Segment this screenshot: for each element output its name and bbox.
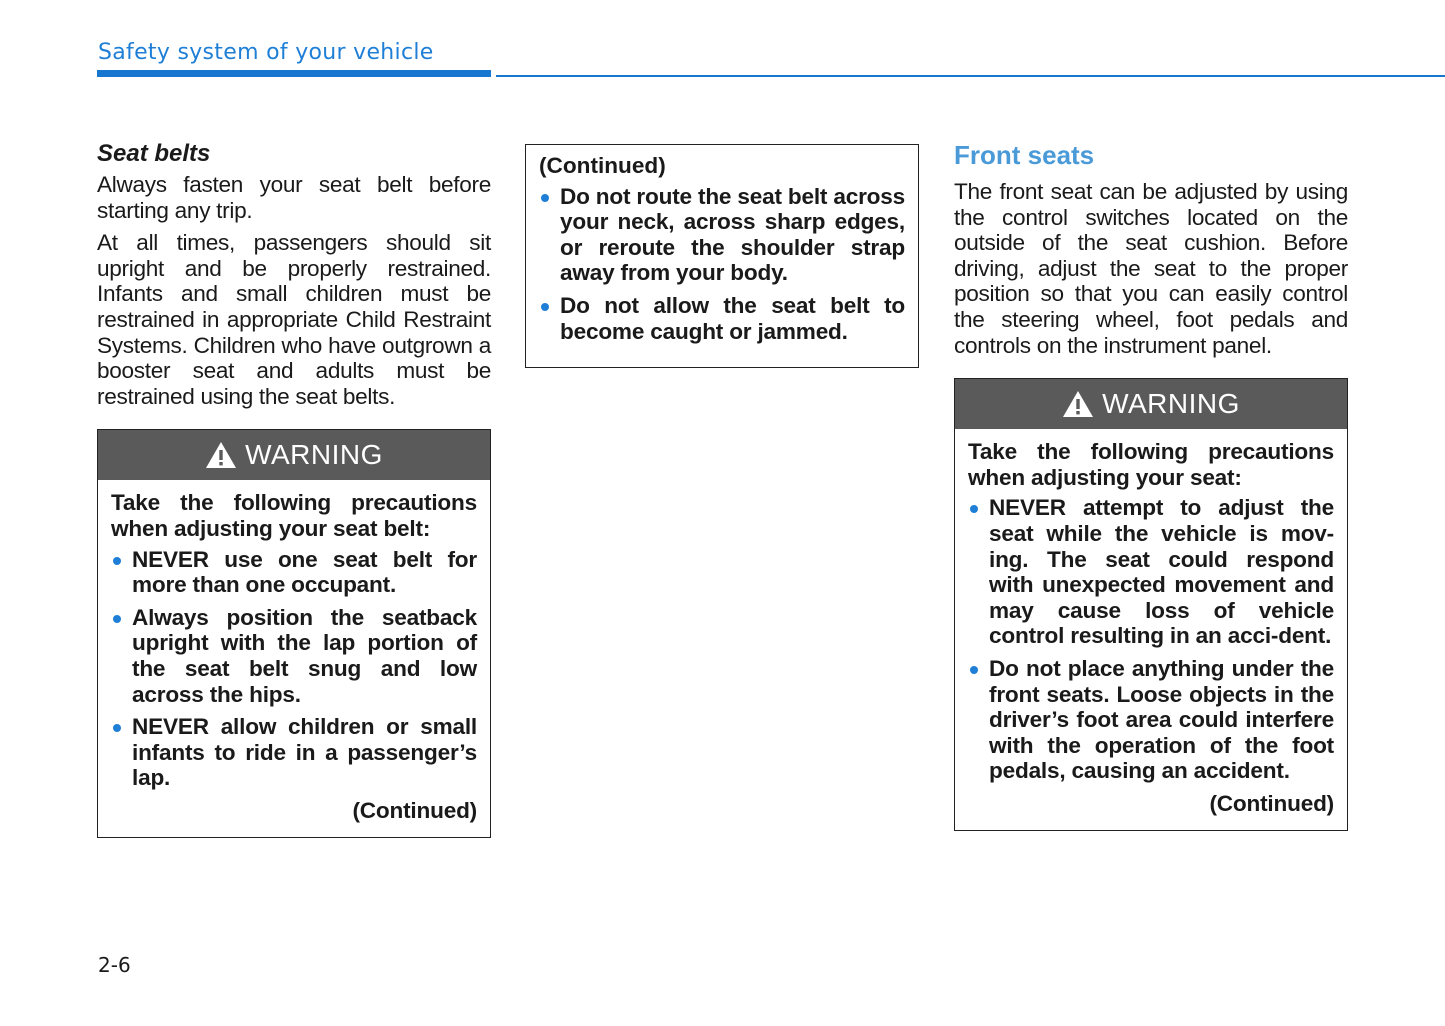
warning-label: WARNING [245,439,383,471]
warning-list [111,547,477,791]
bullet-icon [113,724,121,732]
bullet-icon [541,194,549,202]
bullet-icon [113,615,121,623]
middle-column [525,144,919,368]
front-seat-warning-box [954,378,1348,831]
list-item: Do not place anything under the front seats. Loose objects in the driver’s foot area could interfere with the operation of the foot pedals, causing an accident. [968,656,1334,784]
list-item: NEVER attempt to adjust the seat while the vehicle is mov-ing. The seat could respond with unexpected movement and may cause loss of vehicle control resulting in an acci-dent. [968,495,1334,649]
list-item: Always position the seatback upright with the lap portion of the seat belt snug and low across the hips. [111,605,477,707]
seat-belt-warning-box [97,429,491,838]
bullet-icon [970,666,978,674]
body-paragraph: Always fasten your seat belt before starting any trip. [97,172,491,223]
warning-body [955,429,1347,830]
continued-label: (Continued) [539,153,666,178]
warning-lead: Take the following precautions when adjusting your seat belt: [111,490,477,541]
continued-label: (Continued) [352,797,477,823]
header-rule-thick [97,70,491,77]
section-header-title: Safety system of your vehicle [98,40,434,65]
warning-list [968,495,1334,784]
body-paragraph: At all times, passengers should sit upright and be properly restrained. Infants and small children must be restrained in appropriate Child Restraint Systems. Children who have outgrown a booster seat and adults must be restrained using the seat belts. [97,230,491,409]
warning-triangle-icon [205,441,237,469]
warning-list [539,184,905,345]
continued-label: (Continued) [1209,790,1334,816]
seat-belts-subheading: Seat belts [97,140,211,167]
header-rule-thin [496,75,1445,77]
list-item: NEVER use one seat belt for more than one occupant. [111,547,477,598]
warning-lead: Take the following precautions when adjusting your seat: [968,439,1334,490]
list-item: NEVER allow children or small infants to ride in a passenger’s lap. [111,714,477,791]
warning-label: WARNING [1102,388,1240,420]
warning-header [98,430,490,480]
body-paragraph: The front seat can be adjusted by using the control switches located on the outside of the seat cushion. Before driving, adjust the seat to the proper position so that you can easily control the steering wheel, foot pedals and controls on the instrument panel. [954,179,1348,358]
continued-warning-box [525,144,919,368]
right-column [954,140,1348,831]
warning-body [98,480,490,837]
list-item: Do not allow the seat belt to become caught or jammed. [539,293,905,344]
warning-triangle-icon [1062,390,1094,418]
warning-header [955,379,1347,429]
bullet-icon [113,557,121,565]
front-seats-heading: Front seats [954,140,1095,170]
list-item: Do not route the seat belt across your neck, across sharp edges, or reroute the shoulder strap away from your body. [539,184,905,286]
page-number: 2-6 [98,953,131,977]
bullet-icon [970,505,978,513]
left-column [97,140,491,838]
bullet-icon [541,303,549,311]
